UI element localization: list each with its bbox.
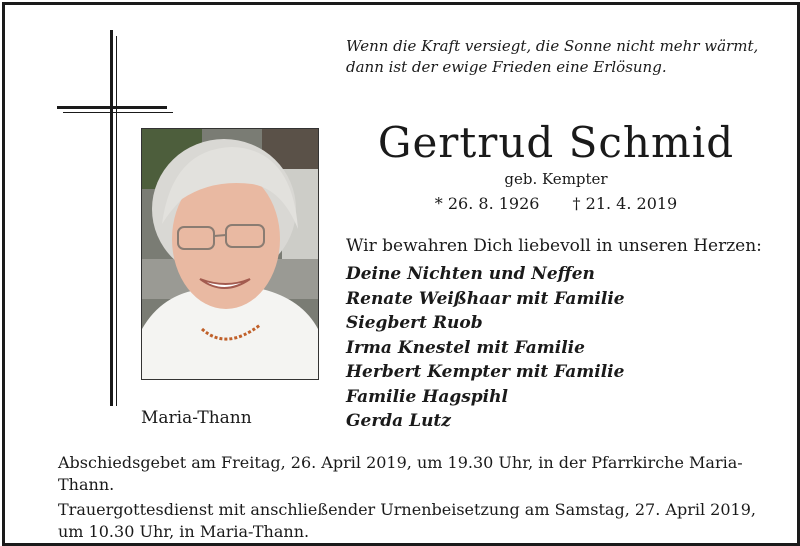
deceased-name: Gertrud Schmid bbox=[377, 118, 735, 167]
service-line: Abschiedsgebet am Freitag, 26. April 2019, um 19.30 Uhr, in der Pfarrkirche Maria-Thann. bbox=[58, 453, 743, 494]
quote bbox=[346, 36, 766, 78]
death-date: † 21. 4. 2019 bbox=[572, 194, 678, 213]
mourner-item: Familie Hagspihl bbox=[346, 386, 508, 407]
mourners-intro: Wir bewahren Dich liebevoll in unseren Herzen: bbox=[346, 236, 762, 256]
mourner-item: Siegbert Ruob bbox=[346, 313, 483, 333]
mourner-item: Herbert Kempter mit Familie bbox=[346, 362, 625, 382]
mourner-item: Deine Nichten und Neffen bbox=[346, 264, 595, 284]
quote-line: Wenn die Kraft versiegt, die Sonne nicht mehr wärmt, bbox=[346, 37, 759, 55]
service-info bbox=[58, 452, 758, 546]
mourner-item: Gerda Lutz bbox=[346, 411, 451, 431]
mourner-item: Renate Weißhaar mit Familie bbox=[346, 288, 625, 309]
mourners-list bbox=[346, 262, 625, 434]
service-line: um 10.30 Uhr, in Maria-Thann. bbox=[58, 522, 310, 541]
photo-caption: Maria-Thann bbox=[141, 408, 252, 428]
service-line: Trauergottesdienst mit anschließender Urnenbeisetzung am Samstag, 27. April 2019, bbox=[58, 500, 756, 519]
life-dates bbox=[346, 194, 766, 213]
portrait-photo bbox=[141, 128, 319, 380]
mourner-item: Irma Knestel mit Familie bbox=[346, 337, 585, 358]
quote-line: dann ist der ewige Frieden eine Erlösung. bbox=[346, 58, 667, 76]
birth-date: * 26. 8. 1926 bbox=[434, 194, 540, 213]
maiden-name: geb. Kempter bbox=[504, 170, 608, 188]
